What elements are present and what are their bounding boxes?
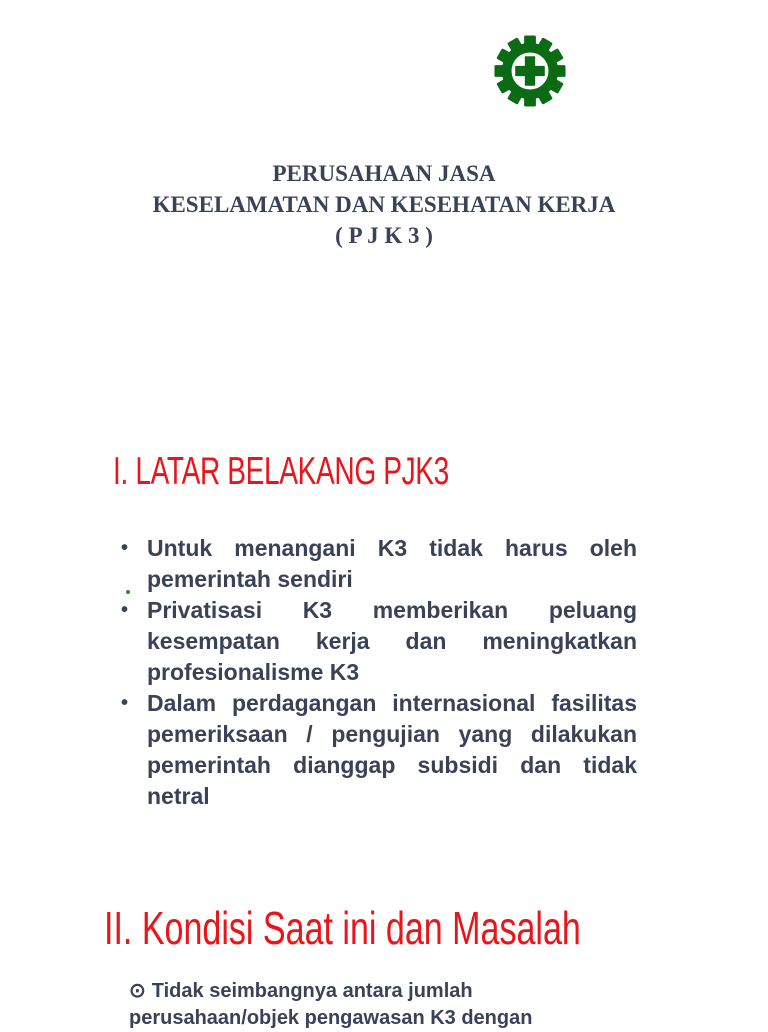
bullet-item — [121, 533, 637, 595]
bullet-item — [121, 688, 637, 812]
title-line-1: PERUSAHAAN JASA — [272, 161, 496, 186]
section-1-bullet-list — [121, 533, 637, 812]
bullet-icon: • — [121, 537, 129, 559]
section-1-heading: I. LATAR BELAKANG PJK3 — [113, 450, 449, 493]
section-2-text: Tidak seimbangnya antara jumlah perusahaan/objek pengawasan K3 dengan — [129, 980, 533, 1029]
title-line-2: KESELAMATAN DAN KESEHATAN KERJA — [152, 192, 616, 217]
bullet-text: Privatisasi K3 memberikan peluang kesempatan kerja dan meningkatkan profesionalisme K3 — [147, 597, 637, 685]
bullet-text: Dalam perdagangan internasional fasilitas pemeriksaan / pengujian yang dilakukan pemerintah dianggap subsidi dan tidak netral — [147, 690, 637, 809]
document-title — [0, 158, 768, 251]
circle-bullet-icon: ⊙ — [129, 980, 146, 1002]
bullet-icon: • — [121, 599, 129, 621]
title-line-3: ( P J K 3 ) — [335, 223, 433, 248]
section-2-heading: II. Kondisi Saat ini dan Masalah — [104, 902, 581, 954]
k3-logo-gear-cross-icon — [493, 34, 567, 108]
bullet-icon: • — [121, 692, 129, 714]
bullet-item — [121, 595, 637, 688]
bullet-text: Untuk menangani K3 tidak harus oleh pemerintah sendiri — [147, 535, 637, 592]
decorative-dot — [126, 590, 130, 594]
